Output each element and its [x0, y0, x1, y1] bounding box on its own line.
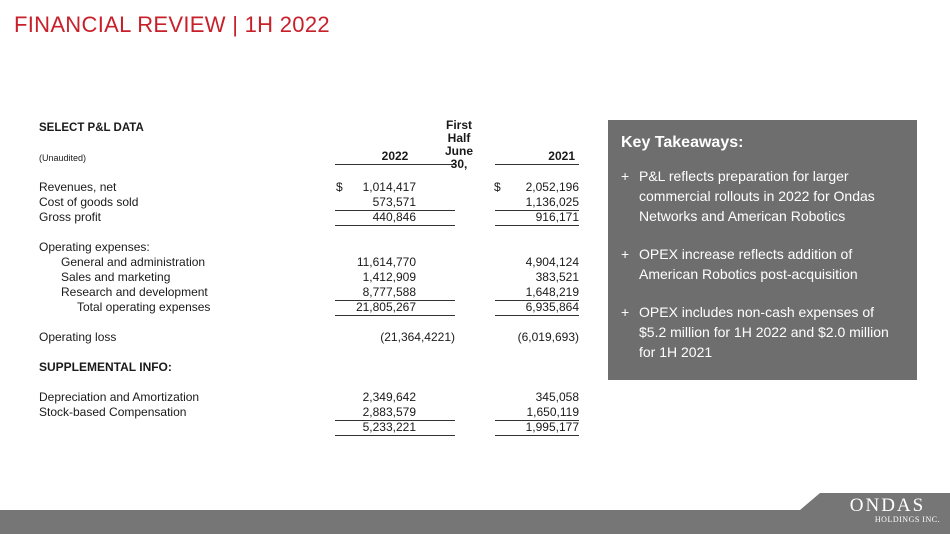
value-2021: (6,019,693) [517, 330, 579, 344]
row-label: Stock-based Compensation [39, 405, 187, 419]
value-2022: (21,364,4221) [380, 330, 455, 344]
table-row-ga [39, 255, 589, 270]
plus-icon: + [621, 304, 630, 320]
value-2022: 21,805,267 [335, 300, 455, 316]
takeaway-text: OPEX includes non-cash expenses of $5.2 million for 1H 2022 and $2.0 million for 1H 2021 [639, 304, 889, 360]
table-row-sbc [39, 405, 589, 420]
value-2021: 2,052,196 [525, 180, 579, 194]
logo-main-text: ONDAS [849, 495, 926, 516]
value-2021: 1,648,219 [495, 285, 579, 301]
row-label: Operating expenses: [39, 240, 150, 254]
plus-icon: + [621, 168, 630, 184]
table-row-cogs [39, 195, 589, 210]
value-2022: 11,614,770 [356, 255, 416, 269]
table-row-supplemental-total [39, 420, 589, 435]
value-2022: 5,233,221 [335, 420, 455, 436]
value-2021: 383,521 [535, 270, 579, 284]
table-row-operating-loss [39, 330, 589, 345]
value-2022: 2,349,642 [362, 390, 416, 404]
dollar-sign: $ [336, 180, 343, 194]
logo-sub-text: HOLDINGS INC. [874, 515, 941, 524]
row-label: Total operating expenses [77, 300, 211, 314]
table-row-opex-label [39, 240, 589, 255]
table-row-revenues [39, 180, 589, 195]
plus-icon: + [621, 246, 630, 262]
company-logo [830, 497, 945, 525]
takeaway-item [621, 244, 905, 284]
row-label: Gross profit [39, 210, 102, 224]
row-label: Sales and marketing [61, 270, 171, 284]
column-header-2021: 2021 [495, 149, 579, 165]
row-label: Depreciation and Amortization [39, 390, 200, 404]
takeaway-item [621, 302, 905, 362]
value-2021: 4,904,124 [525, 255, 579, 269]
table-subheading: (Unaudited) [39, 153, 87, 163]
table-row-rd [39, 285, 589, 300]
page-title: FINANCIAL REVIEW | 1H 2022 [14, 12, 330, 37]
value-2022: 8,777,588 [335, 285, 455, 301]
value-2022: 573,571 [335, 195, 455, 211]
table-row-total-opex [39, 300, 589, 315]
table-row-da [39, 390, 589, 405]
pl-table [39, 118, 589, 435]
value-2022: 2,883,579 [335, 405, 455, 421]
period-line1: First Half [445, 118, 472, 145]
row-label: General and administration [61, 255, 206, 269]
dollar-sign: $ [494, 180, 501, 194]
row-label: Research and development [61, 285, 208, 299]
value-2021: 1,995,177 [495, 420, 579, 436]
row-label: Revenues, net [39, 180, 117, 194]
takeaway-text: OPEX increase reflects addition of American Robotics post-acquisition [639, 246, 858, 282]
table-row-sm [39, 270, 589, 285]
table-row-supplemental-label [39, 360, 589, 375]
value-2021: 1,136,025 [495, 195, 579, 211]
value-2021: 1,650,119 [495, 405, 579, 421]
key-takeaways-heading: Key Takeaways: [621, 134, 744, 151]
pl-table-header [39, 118, 589, 180]
footer-notch [800, 493, 820, 510]
key-takeaways-panel [608, 120, 917, 380]
column-header-2022: 2022 [335, 149, 455, 165]
takeaway-item [621, 166, 905, 226]
row-label: Operating loss [39, 330, 117, 344]
row-label: Cost of goods sold [39, 195, 139, 209]
value-2022: 1,014,417 [362, 180, 416, 194]
takeaway-text: P&L reflects preparation for larger commercial rollouts in 2022 for Ondas Networks and American Robotics [639, 168, 875, 224]
value-2021: 6,935,864 [495, 300, 579, 316]
row-label: SUPPLEMENTAL INFO: [39, 360, 172, 374]
footer-bar [0, 510, 950, 534]
value-2021: 345,058 [535, 390, 579, 404]
value-2022: 1,412,909 [362, 270, 416, 284]
period-line2: June 30, [444, 144, 473, 171]
table-row-gross-profit [39, 210, 589, 225]
table-heading: SELECT P&L DATA [39, 122, 144, 134]
value-2021: 916,171 [495, 210, 579, 226]
value-2022: 440,846 [335, 210, 455, 226]
